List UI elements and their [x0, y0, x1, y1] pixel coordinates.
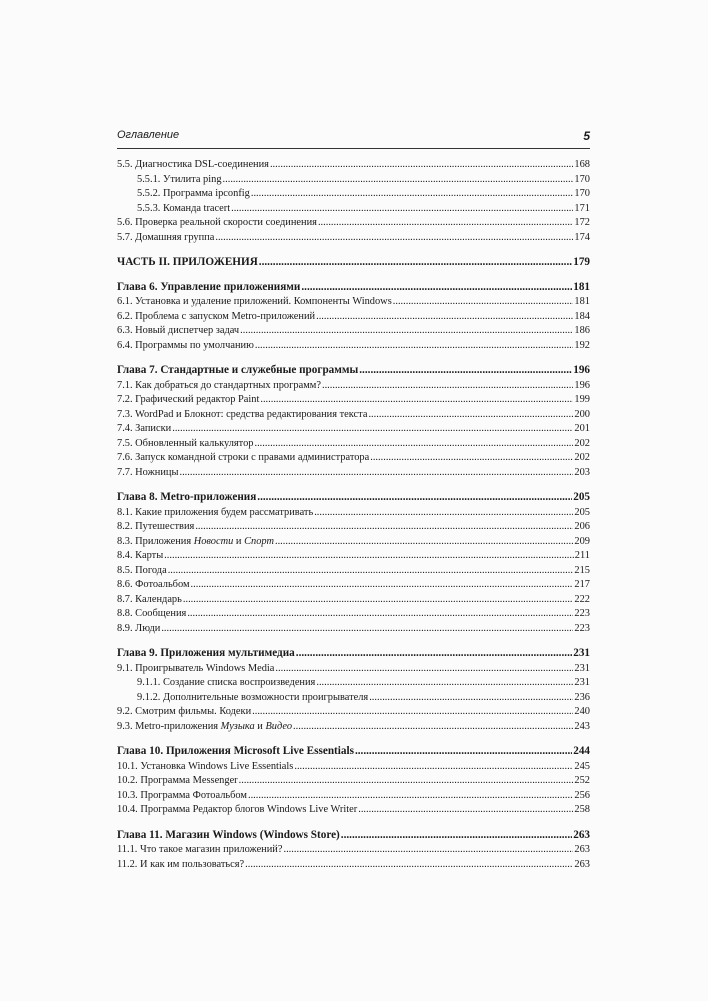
dot-leader — [359, 363, 572, 378]
entry-page-number: 184 — [574, 310, 590, 322]
entry-page-number: 179 — [573, 256, 590, 268]
toc-entry — [117, 187, 590, 202]
chapter-entry — [117, 490, 590, 505]
dot-leader — [369, 691, 573, 706]
toc-entry — [117, 535, 590, 550]
toc-entry — [117, 520, 590, 535]
dot-leader — [168, 564, 574, 579]
entry-page-number: 168 — [574, 159, 590, 170]
toc-entry — [117, 789, 590, 804]
dot-leader — [252, 705, 573, 720]
entry-title: Глава 11. Магазин Windows (Windows Store) — [117, 828, 340, 841]
toc-section — [117, 280, 590, 354]
toc-entry — [117, 324, 590, 339]
dot-leader — [393, 295, 574, 310]
entry-page-number: 174 — [574, 231, 590, 243]
toc-entry — [117, 295, 590, 310]
entry-title: 11.1. Что такое магазин приложений? — [117, 844, 283, 855]
dot-leader — [172, 422, 573, 437]
dot-leader — [316, 676, 573, 691]
toc-entry — [117, 662, 590, 677]
dot-leader — [187, 607, 573, 622]
toc-entry — [117, 705, 590, 720]
entry-title: 10.1. Установка Windows Live Essentials — [117, 760, 294, 772]
entry-page-number: 263 — [574, 844, 590, 855]
entry-title: 9.1.1. Создание списка воспроизведения — [137, 677, 316, 688]
entry-page-number: 206 — [574, 521, 590, 532]
dot-leader — [370, 451, 573, 466]
entry-title: 10.4. Программа Редактор блогов Windows Live Writer — [117, 804, 358, 815]
toc-entry — [117, 564, 590, 579]
entry-title: 8.7. Календарь — [117, 593, 182, 605]
entry-title: Глава 6. Управление приложениями — [117, 280, 301, 293]
toc-entry — [117, 310, 590, 325]
toc-entry — [117, 393, 590, 408]
toc-entry — [117, 339, 590, 354]
toc-entry — [117, 506, 590, 521]
entry-title: 5.5.2. Программа ipconfig — [137, 188, 250, 199]
toc-entry — [117, 858, 590, 873]
entry-page-number: 171 — [574, 202, 590, 214]
toc-entry — [117, 379, 590, 394]
dot-leader — [161, 622, 573, 637]
dot-leader — [215, 231, 573, 246]
toc-section — [117, 828, 590, 873]
entry-page-number: 211 — [574, 550, 590, 561]
entry-page-number: 240 — [574, 706, 590, 717]
entry-title: 8.4. Карты — [117, 550, 164, 561]
entry-title: 6.4. Программы по умолчанию — [117, 339, 254, 351]
entry-title: Глава 8. Metro-приложения — [117, 491, 257, 503]
dot-leader — [355, 744, 572, 759]
entry-title: 6.1. Установка и удаление приложений. Компоненты Windows — [117, 296, 392, 307]
entry-page-number: 192 — [574, 339, 590, 351]
dot-leader — [322, 379, 573, 394]
entry-page-number: 186 — [574, 325, 590, 336]
dot-leader — [164, 549, 574, 564]
dot-leader — [231, 202, 573, 217]
dot-leader — [245, 858, 573, 873]
dot-leader — [270, 158, 573, 173]
entry-title: 11.2. И как им пользоваться? — [117, 858, 245, 870]
toc-section — [117, 646, 590, 734]
chapter-entry — [117, 646, 590, 661]
entry-title: 9.2. Смотрим фильмы. Кодеки — [117, 706, 252, 717]
toc-entry — [117, 158, 590, 173]
entry-title: 5.5. Диагностика DSL-соединения — [117, 159, 269, 170]
entry-page-number: 215 — [574, 564, 590, 576]
toc-entry — [117, 720, 590, 735]
running-header — [117, 129, 590, 145]
dot-leader — [301, 280, 572, 295]
entry-title: 8.2. Путешествия — [117, 521, 195, 532]
toc-entry — [117, 437, 590, 452]
dot-leader — [195, 520, 573, 535]
dot-leader — [257, 490, 572, 505]
toc-entry — [117, 676, 590, 691]
entry-title: 8.8. Сообщения — [117, 608, 187, 619]
dot-leader — [191, 578, 574, 593]
table-of-contents — [117, 158, 590, 882]
chapter-entry — [117, 744, 590, 759]
toc-entry — [117, 466, 590, 481]
entry-page-number: 223 — [574, 608, 590, 619]
entry-page-number: 196 — [574, 379, 590, 391]
entry-page-number: 201 — [574, 423, 590, 434]
dot-leader — [316, 310, 573, 325]
entry-page-number: 172 — [574, 217, 590, 228]
entry-page-number: 200 — [574, 408, 590, 420]
dot-leader — [275, 535, 573, 550]
dot-leader — [260, 393, 573, 408]
dot-leader — [293, 720, 573, 735]
dot-leader — [294, 760, 573, 775]
entry-page-number: 258 — [574, 804, 590, 815]
dot-leader — [314, 506, 573, 521]
entry-title: 7.5. Обновленный калькулятор — [117, 437, 254, 449]
toc-entry — [117, 760, 590, 775]
toc-entry — [117, 843, 590, 858]
entry-page-number: 181 — [573, 280, 590, 293]
entry-title: 7.4. Записки — [117, 423, 172, 434]
entry-page-number: 256 — [574, 789, 590, 801]
dot-leader — [248, 789, 573, 804]
entry-page-number: 236 — [574, 691, 590, 703]
toc-entry — [117, 202, 590, 217]
entry-page-number: 170 — [574, 188, 590, 199]
entry-title: 7.2. Графический редактор Paint — [117, 394, 260, 405]
toc-entry — [117, 607, 590, 622]
entry-title: 5.6. Проверка реальной скорости соединения — [117, 217, 317, 228]
entry-title: 7.3. WordPad и Блокнот: средства редактирования текста — [117, 408, 368, 420]
dot-leader — [368, 408, 573, 423]
entry-page-number: 170 — [574, 173, 590, 185]
entry-title: 6.3. Новый диспетчер задач — [117, 325, 240, 336]
toc-entry — [117, 451, 590, 466]
toc-entry — [117, 593, 590, 608]
entry-page-number: 243 — [574, 720, 590, 732]
dot-leader — [259, 255, 572, 270]
entry-title: 7.7. Ножницы — [117, 466, 179, 478]
toc-entry — [117, 622, 590, 637]
toc-entry — [117, 774, 590, 789]
chapter-entry — [117, 363, 590, 378]
dot-leader — [255, 339, 574, 354]
toc-entry — [117, 691, 590, 706]
dot-leader — [183, 593, 574, 608]
entry-title: Глава 10. Приложения Microsoft Live Essentials — [117, 745, 354, 757]
toc-entry — [117, 549, 590, 564]
entry-title: 9.1. Проигрыватель Windows Media — [117, 662, 275, 674]
header-title: Оглавление — [117, 129, 180, 141]
entry-title: 8.5. Погода — [117, 564, 167, 576]
entry-title: 5.5.3. Команда tracert — [137, 202, 231, 214]
entry-page-number: 205 — [573, 491, 590, 503]
entry-page-number: 205 — [574, 506, 590, 518]
entry-title: 8.9. Люди — [117, 622, 161, 634]
toc-section — [117, 490, 590, 636]
entry-page-number: 202 — [574, 437, 590, 449]
entry-title: 5.7. Домашняя группа — [117, 231, 215, 243]
entry-title: ЧАСТЬ II. ПРИЛОЖЕНИЯ — [117, 256, 258, 268]
toc-entry — [117, 803, 590, 818]
dot-leader — [283, 843, 573, 858]
chapter-entry — [117, 280, 590, 295]
header-rule — [117, 148, 590, 149]
toc-section — [117, 363, 590, 480]
dot-leader — [223, 173, 574, 188]
entry-title: 9.3. Metro-приложения Музыка и Видео — [117, 720, 293, 732]
entry-title: 7.6. Запуск командной строки с правами администратора — [117, 452, 370, 463]
dot-leader — [254, 437, 573, 452]
entry-page-number: 181 — [574, 296, 590, 307]
dot-leader — [275, 662, 573, 677]
entry-title: 6.2. Проблема с запуском Metro-приложений — [117, 310, 316, 322]
entry-page-number: 222 — [574, 593, 590, 605]
entry-page-number: 244 — [573, 745, 590, 757]
entry-page-number: 245 — [574, 760, 590, 772]
entry-page-number: 202 — [574, 452, 590, 463]
entry-page-number: 263 — [574, 858, 590, 870]
entry-title: Глава 9. Приложения мультимедиа — [117, 647, 295, 659]
entry-title: 9.1.2. Дополнительные возможности проигрывателя — [137, 691, 369, 703]
entry-page-number: 263 — [573, 828, 590, 841]
entry-page-number: 223 — [574, 622, 590, 634]
toc-section — [117, 158, 590, 245]
entry-title: 8.1. Какие приложения будем рассматривать — [117, 506, 314, 518]
dot-leader — [240, 324, 573, 339]
header-page-number: 5 — [583, 129, 590, 143]
dot-leader — [341, 828, 572, 843]
entry-title: 5.5.1. Утилита ping — [137, 173, 222, 185]
toc-entry — [117, 422, 590, 437]
toc-entry — [117, 408, 590, 423]
entry-page-number: 209 — [574, 535, 590, 547]
part-entry — [117, 255, 590, 270]
entry-page-number: 217 — [574, 579, 590, 590]
toc-entry — [117, 578, 590, 593]
entry-page-number: 231 — [574, 662, 590, 674]
entry-title: 10.3. Программа Фотоальбом — [117, 789, 247, 801]
entry-title: 7.1. Как добраться до стандартных программ? — [117, 379, 321, 391]
dot-leader — [358, 803, 573, 818]
entry-page-number: 231 — [573, 647, 590, 659]
toc-entry — [117, 216, 590, 231]
entry-page-number: 199 — [574, 394, 590, 405]
entry-page-number: 252 — [574, 775, 590, 786]
toc-entry — [117, 173, 590, 188]
dot-leader — [179, 466, 573, 481]
entry-page-number: 231 — [574, 677, 590, 688]
entry-title: 8.3. Приложения Новости и Спорт — [117, 535, 274, 547]
dot-leader — [318, 216, 573, 231]
entry-page-number: 203 — [574, 466, 590, 478]
entry-title: 10.2. Программа Messenger — [117, 775, 238, 786]
chapter-entry — [117, 828, 590, 843]
toc-section — [117, 744, 590, 818]
toc-section — [117, 255, 590, 270]
dot-leader — [296, 646, 572, 661]
entry-page-number: 196 — [573, 364, 590, 376]
entry-title: Глава 7. Стандартные и служебные программы — [117, 364, 359, 376]
entry-title: 8.6. Фотоальбом — [117, 579, 190, 590]
dot-leader — [239, 774, 574, 789]
dot-leader — [251, 187, 574, 202]
toc-entry — [117, 231, 590, 246]
